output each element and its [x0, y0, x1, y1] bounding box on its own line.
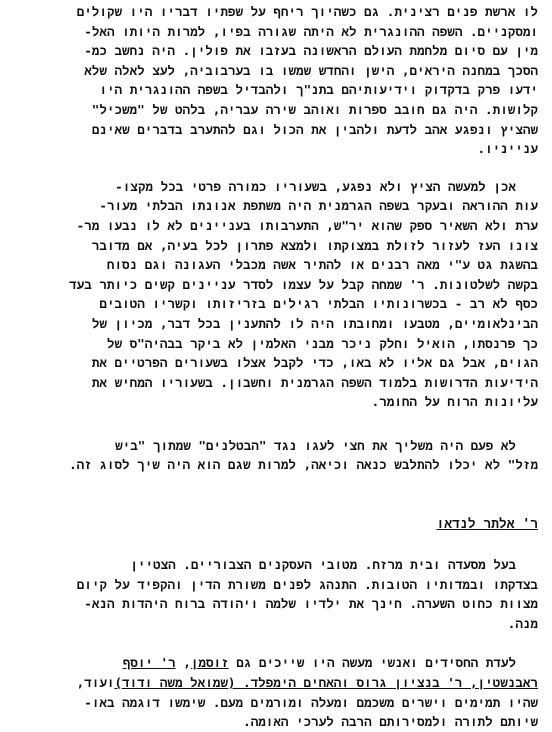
text-line: כסף לא רב - בכשרונותיו הבלתי רגילים בזריזותו וקשריו הטובים: [99, 296, 538, 312]
text-line: מזל" לא יכלו להתלבש כנאה וכיאה, למרות שגם הוא היה שיך לסוג זה.: [69, 457, 538, 473]
text-segment: לעדת החסידים ואנשי מעשה היו שייכים גם: [228, 655, 516, 671]
text-line: ידעו פרק בדקדוק וידיעותיהם בתנ"ך ולהבדיל בשפה ההונגרית היו: [99, 82, 538, 98]
underlined-name: (שמואל משה ודוד): [114, 675, 244, 691]
text-line: מצוות כחוט השערה. חינך את ילדיו שלמה ויהודה ברוח היהדות הנא-: [84, 596, 538, 612]
section-heading: ר' אלתר לנדאו: [436, 517, 538, 533]
text-line: ערת ולא השאיר ספק שהוא יר"ש, התערבותו בעניינים לא לו נבעו מר-: [76, 217, 538, 233]
text-line: שהיו תמימים וישרים משכמם ומעלה ומורמים מעם. שימשו דוגמה באו-: [84, 694, 538, 710]
text-line: הגוים, אבל גם אליו לא באו, כדי לקבל אצלו בשעורים הפרטיים את: [91, 355, 538, 371]
underlined-name: ראבנשטין, ר' בנציון גרוס והאחים הימפלד.: [243, 675, 538, 691]
text-line: קלושות. היה גם חובב ספרות ואוהב שירה עבריה, בלהט של "משכיל": [91, 101, 538, 117]
text-line: עות ההוראה ובעקר בשפה הגרמנית היה משתפת אנונתו הבלתי מעור-: [99, 198, 538, 214]
text-line: בעל מסעדה ובית מרזח. מטובי העסקנים הצבוריים. הצטיין: [130, 557, 516, 573]
text-line: הידיעות הדרושות בלמוד השפה הגרמנית וחשבון. בשעוריו המחיש את: [91, 374, 538, 390]
text-line: ומסקניים. השפה ההונגרית לא היתה שגורה בפיו, למרות היותו האל-: [84, 23, 538, 39]
paragraph-2: [14, 177, 538, 412]
text-line: ענייניו.: [477, 141, 538, 157]
text-line: בקשה לשלטונות. ר' שמחה קבל על עצמו לסדר עניינים קשים כיותר בעד: [69, 276, 538, 292]
text-line: שהציץ ונפגע אהב לדעת ולהבין את הכול וגם להתערב בדברים שאינם: [91, 121, 538, 137]
underlined-name: ר' יוסף: [122, 655, 176, 671]
text-line: אכן למעשה הציץ ולא נפגע, בשעוריו כמורה פרטי בכל מקצו-: [115, 178, 516, 194]
text-line: [14, 653, 538, 673]
text-line: בהשגת גט ע"י מאה רבנים או להתיר אשה מכבלי העגונה וגם נסוח: [106, 257, 538, 273]
text-line: שיותם לתורה ולמסירותם הרבה לערכי האומה.: [243, 714, 538, 730]
underlined-name: זוסמן: [190, 655, 229, 671]
text-line: עליונות הרוח על החומר.: [371, 394, 538, 410]
text-segment: ועוד,: [76, 675, 115, 691]
paragraph-5: [14, 653, 538, 731]
text-line: מנה.: [507, 615, 538, 631]
paragraph-1: [14, 2, 538, 159]
text-line: כך פרנסתו, הואיל וחלק ניכר מבני האלמין לא ביקר בבהיה"ס של: [106, 335, 538, 351]
paragraph-3: [14, 436, 538, 475]
text-segment: ,: [175, 655, 191, 671]
text-line: הסכך במחנה היראים, הישן והחדש שמשו בו בערבוביה, לעצ לאלה שלא: [84, 62, 538, 78]
text-line: מין עם סיום מלחמת העולם הראשונה בעזבו את פולין. היה נחשב כמ-: [84, 43, 538, 59]
text-line: לו ארשת פנים רצינית. גם כשהיוך ריחף על שפתיו דבריו היו שקולים: [76, 4, 538, 19]
text-line: הבינלאומיים, מטבעו ומחובתו היה לו להתענין בכל דבר, מכיון של: [91, 315, 538, 331]
text-line: צונו העז לעזור לזולת במצוקתו ולמצא פתרון לכל בעיה, אם מדובר: [91, 237, 538, 253]
paragraph-4: [14, 555, 538, 633]
text-line: [14, 673, 538, 693]
text-line: בצדקתו ובמדותיו הטובות. התנהג לפנים משורת הדין והקפיד על קיום: [76, 576, 538, 592]
text-line: לא פעם היה משליך את חצי לעגו נגד "הבטלנים" שמתוך "ביש: [115, 437, 516, 453]
